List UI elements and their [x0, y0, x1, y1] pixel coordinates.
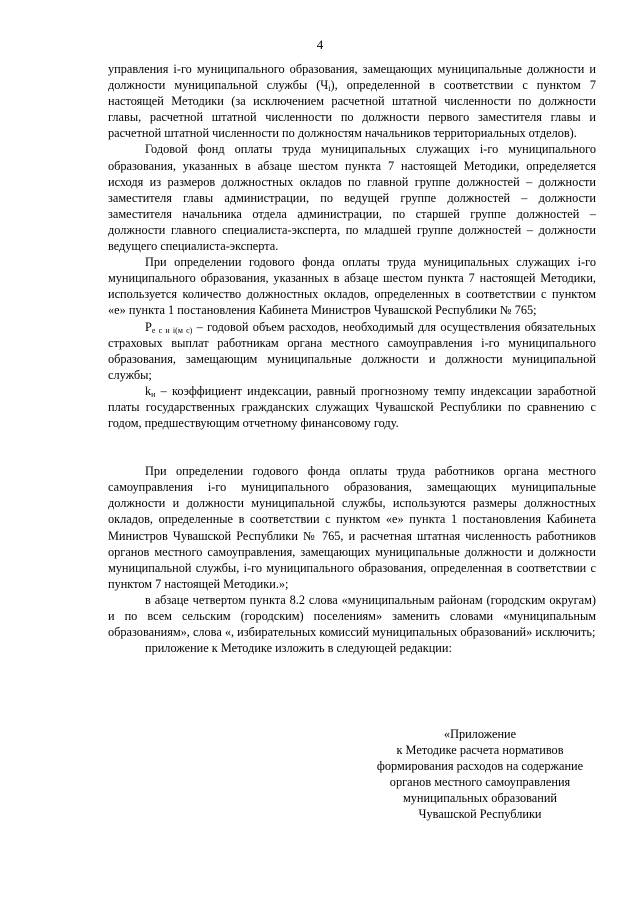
paragraph-insurance-definition: $Р_{е с н i(м с)}$ – годовой объем расходов, необходимый для осуществления обязательных страховых выплат работникам органа местного самоуправления i-го муниципального образования, замещающим муниципальные должности и должности муниципальной службы;	[108, 319, 596, 382]
paragraph-salary-count: При определении годового фонда оплаты труда муниципальных служащих i-го муниципального образования, указанных в абзаце шестом пункта 7 настоящей Методики, используется количество должностных окладов, определенных в соответствии с пунктом «е» пункта 1 постановления Кабинета Министров Чувашской Республики № 765;	[108, 255, 596, 318]
paragraph-amendment-8-2: в абзаце четвертом пункта 8.2 слова «муниципальным районам (городским округам) и по всем сельским (городским) поселениям» заменить словами «муниципальным образованиям», слова «, избирательных комиссий муниципальных образований» исключить;	[108, 592, 596, 640]
document-body	[108, 61, 596, 656]
page-number: 4	[316, 37, 324, 52]
appendix-line: «Приложение	[443, 727, 517, 741]
paragraph-index-coefficient: $k_и$ – коэффициент индексации, равный прогнозному темпу индексации заработной платы государственных гражданских служащих Чувашской Республики по сравнению с годом, предшествующим отчетному финансовому году.	[108, 383, 596, 431]
appendix-line: к Методике расчета нормативов	[396, 743, 564, 758]
appendix-heading	[340, 726, 620, 823]
paragraph-workers-fund: При определении годового фонда оплаты труда работников органа местного самоуправления i-го муниципального образования, замещающих муниципальные должности и должности муниципальной службы, используются размеры должностных окладов, определенные в соответствии с пунктом «е» пункта 1 постановления Кабинета Министров Чувашской Республики № 765, и расчетная штатная численность работников органов местного самоуправления, замещающих муниципальные должности и должности муниципальной службы, i-го муниципального образования, определенная в соответствии с пунктом 7 настоящей Методики.»;	[108, 464, 596, 591]
appendix-line: Чувашской Республики	[418, 807, 542, 822]
appendix-line: муниципальных образований	[403, 791, 557, 806]
appendix-line: органов местного самоуправления	[389, 775, 571, 790]
paragraph-appendix-intro: приложение к Методике изложить в следующей редакции:	[145, 641, 452, 656]
paragraph-annual-fund: Годовой фонд оплаты труда муниципальных служащих i-го муниципального образования, указанных в абзаце шестом пункта 7 настоящей Методики, определяется исходя из размеров должностных окладов по главной группе должностей – должности заместителя главы администрации, по ведущей группе должностей – должности заместителя начальника отдела администрации, по старшей группе должностей – должности главного специалиста-эксперта, по младшей группе должностей – должности ведущего специалиста-эксперта.	[108, 142, 596, 254]
appendix-line: формирования расходов на содержание	[376, 759, 584, 774]
paragraph-continuation: управления i-го муниципального образования, замещающих муниципальные должности и должности муниципальной службы $(Ч_i)$, определенной в соответствии с пунктом 7 настоящей Методики (за исключением расчетной штатной численности по должности главы, расчетной штатной численности по должности первого заместителя главы и расчетной штатной численности по должностям начальников территориальных отделов).	[108, 62, 596, 141]
paragraph-gap	[108, 431, 596, 463]
